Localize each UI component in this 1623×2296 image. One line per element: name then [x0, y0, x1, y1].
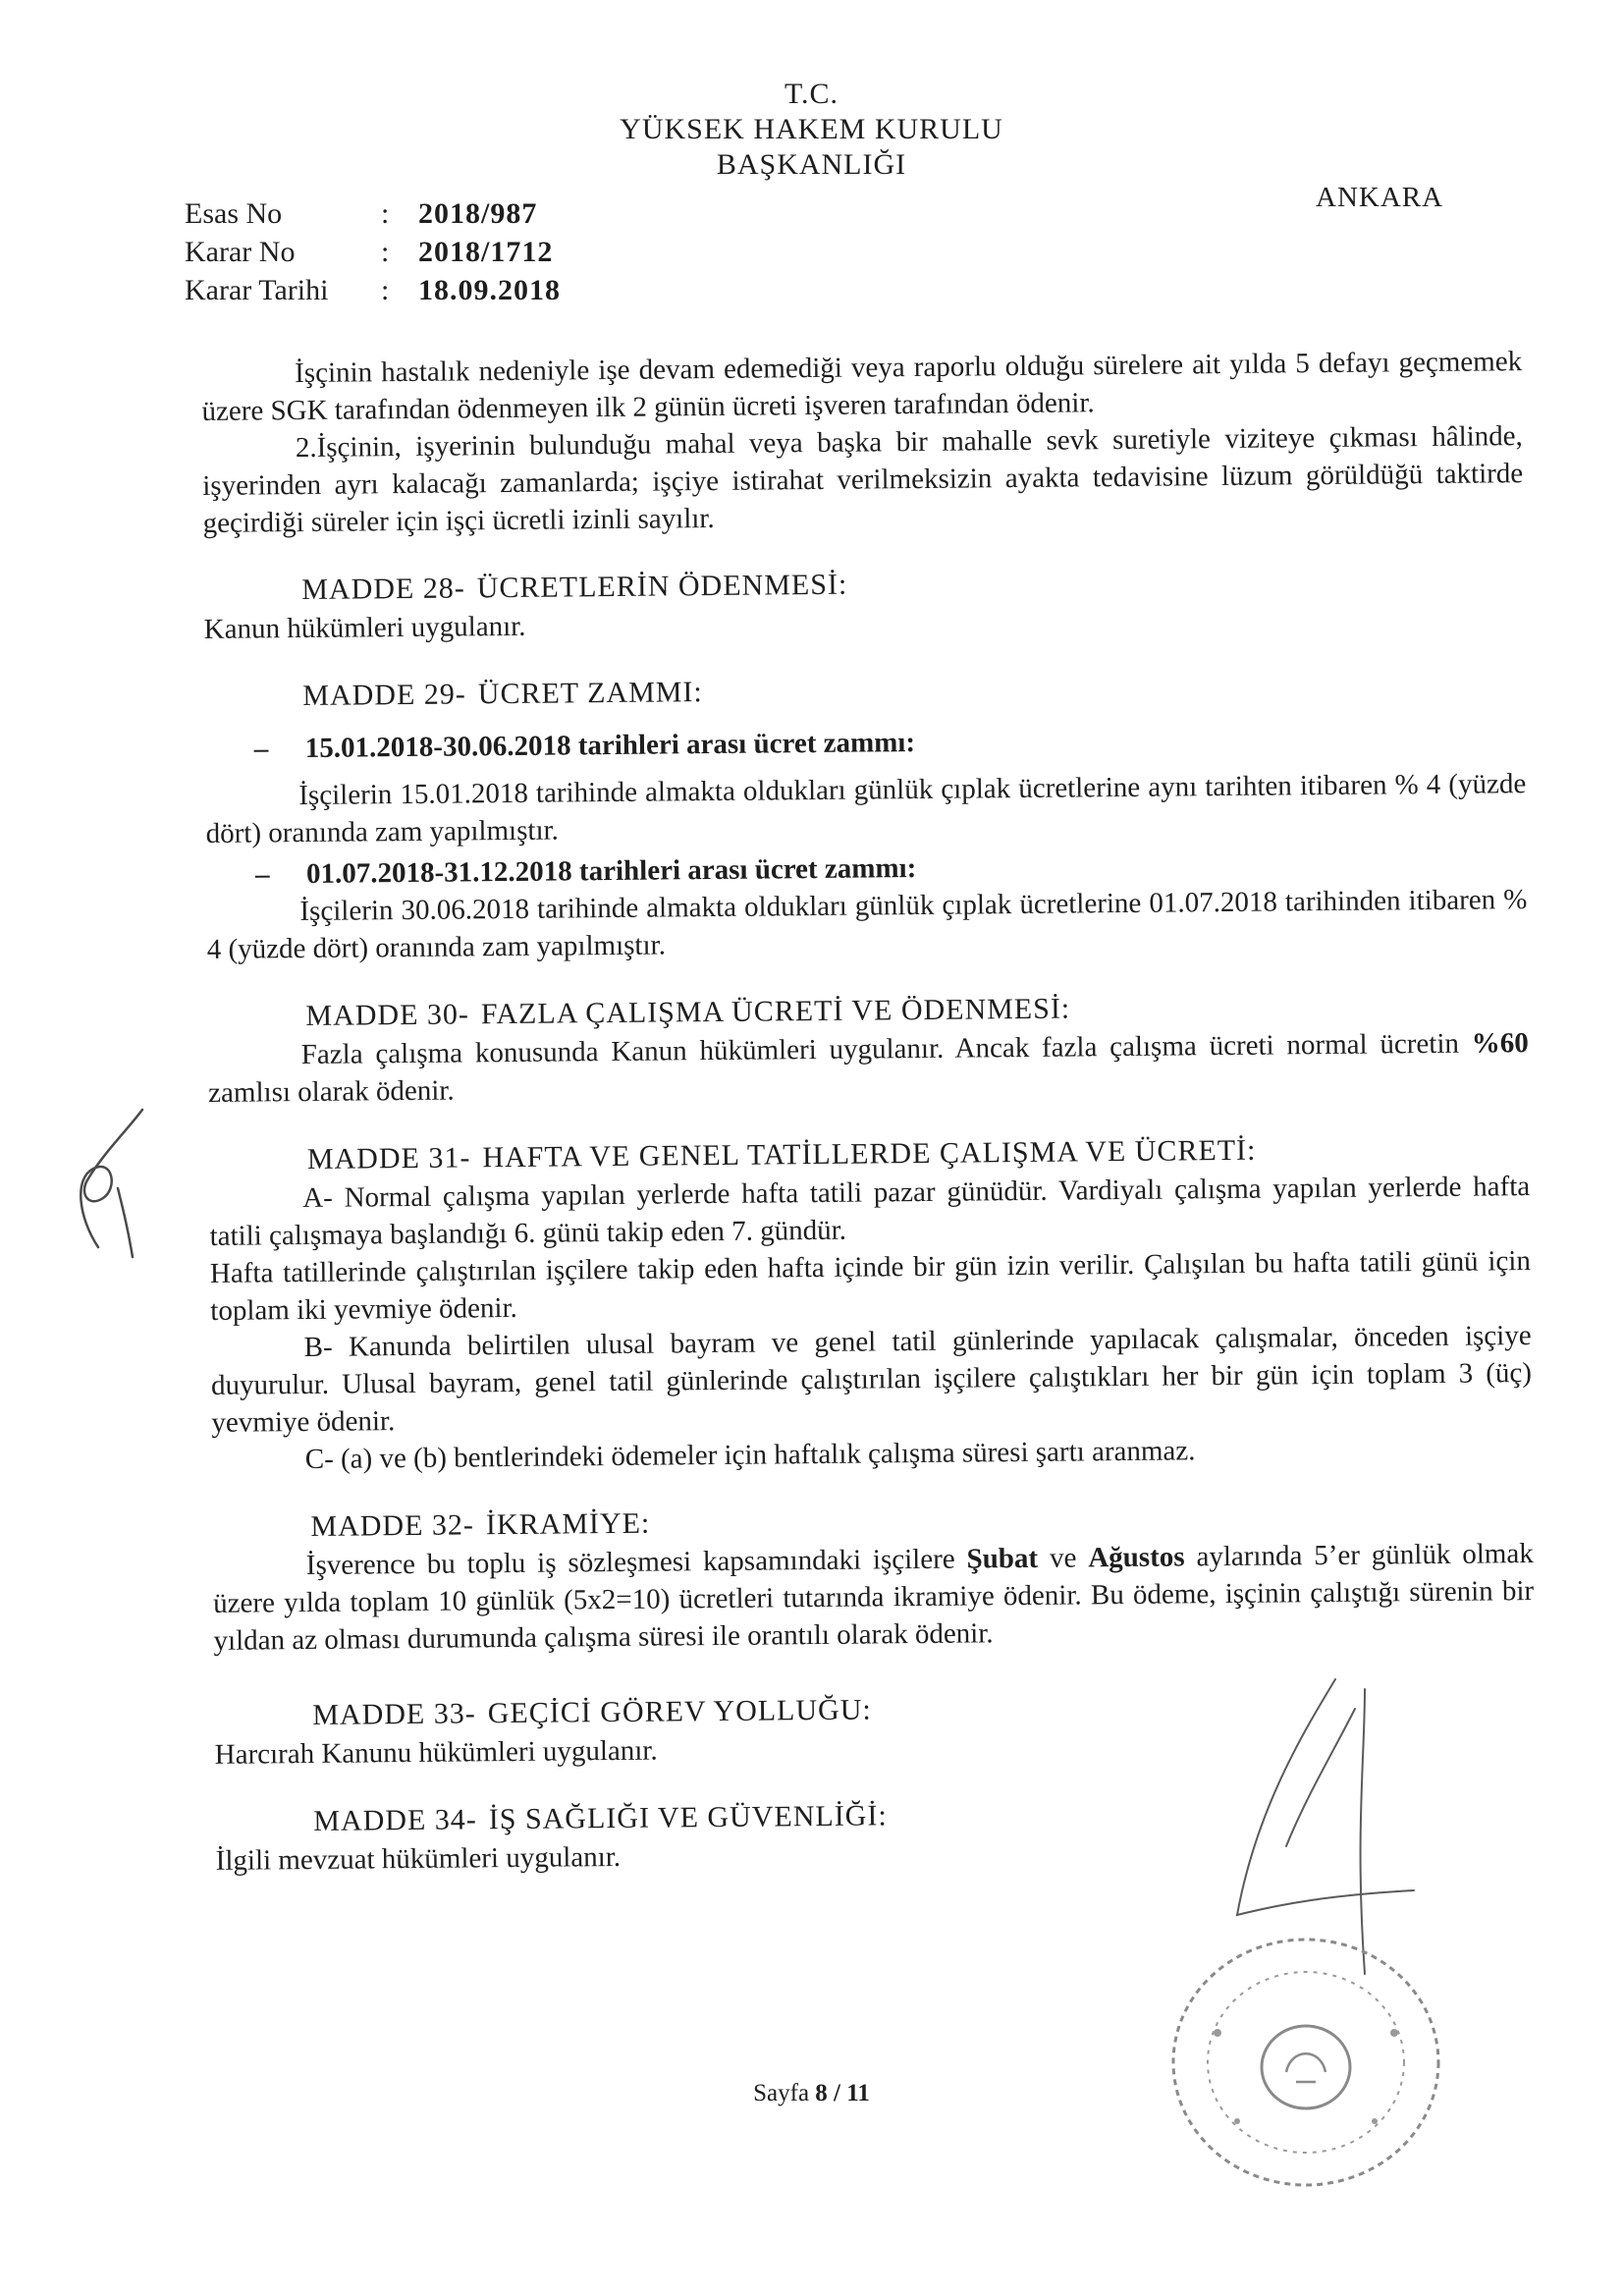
header-city: ANKARA: [1316, 182, 1444, 213]
meta-row-tarih: [185, 271, 561, 309]
article-title: GEÇİCİ GÖREV YOLLUĞU:: [487, 1693, 872, 1730]
article-30: [207, 985, 1529, 1112]
article-number: MADDE 28-: [301, 572, 465, 607]
article-number: MADDE 31-: [306, 1141, 471, 1176]
subsection-title: 01.07.2018-31.12.2018 tarihleri arası ücret zammı:: [305, 852, 917, 890]
text-run-bold: Şubat: [966, 1542, 1039, 1575]
article-heading: [302, 665, 1525, 716]
text-run-bold: %60: [1471, 1027, 1529, 1060]
article-number: MADDE 34-: [313, 1803, 477, 1837]
subsection-text: İşçilerin 30.06.2018 tarihinde almakta oldukları günlük çıplak ücretlerine 01.07.2018 tarihinden itibaren % 4 (yüzde dört) oranında zam yapılmıştır.: [206, 884, 1528, 965]
article-number: MADDE 33-: [312, 1697, 476, 1731]
text-run-bold: Ağustos: [1088, 1541, 1185, 1574]
meta-label: Esas No: [185, 197, 283, 230]
footer-prefix: Sayfa: [753, 2080, 816, 2106]
paragraph-c: C- (a) ve (b) bentlerindeki ödemeler için haftalık çalışma süresi şartı aranmaz.: [304, 1435, 1196, 1476]
article-number: MADDE 30-: [305, 998, 470, 1033]
article-31: [209, 1128, 1533, 1479]
subsection-heading: [254, 718, 1526, 767]
meta-colon: :: [381, 274, 390, 306]
meta-value: 2018/1712: [418, 236, 554, 268]
meta-label: Karar Tarihi: [185, 274, 329, 306]
subsection-title: 15.01.2018-30.06.2018 tarihleri arası ücret zammı:: [304, 727, 916, 765]
article-text: [213, 1535, 1535, 1660]
article-title: FAZLA ÇALIŞMA ÜCRETİ VE ÖDENMESİ:: [480, 992, 1071, 1031]
article-29: [204, 665, 1528, 968]
meta-value: 18.09.2018: [418, 274, 561, 306]
document-header: [0, 77, 1623, 183]
paragraph-b: B- Kanunda belirtilen ulusal bayram ve genel tatil günlerinde yapılacak çalışmalar, önceden işçiye duyurulur. Ulusal bayram, genel tatil günlerinde çalıştırılan işçilere çalıştıkları her bir gün için toplam 3 (üç) yevmiye ödenir.: [210, 1320, 1533, 1439]
text-run: aylarında 5’er günlük olmak üzere yılda toplam 10 günlük (5x2=10) ücretleri tutarında ikramiye ödenir. Bu ödeme, işçinin çalıştığı sürenin bir yıldan az olması durumunda çalışma süresi ile orantılı olarak ödenir.: [213, 1538, 1535, 1657]
meta-row-esas: [185, 194, 561, 233]
intro-paragraph-2: 2.İşçinin, işyerinin bulunduğu mahal veya başka bir mahalle sevk suretiyle viziteye çıkması hâlinde, işyerinden ayrı kalacağı zamanlarda; işçiye istirahat verilmeksizin ayakta tedavisine lüzum görüldüğü taktirde geçirdiği süreler için işçi ücretli izinli sayılır.: [202, 420, 1524, 539]
paragraph-a-cont: Hafta tatillerinde çalıştırılan işçilere takip eden hafta içinde bir gün izin verilir. Çalışılan bu hafta tatili günü için toplam iki yevmiye ödenir.: [209, 1245, 1532, 1327]
document-body: [201, 343, 1537, 1880]
subsection-text: İşçilerin 15.01.2018 tarihinde almakta oldukları günlük çıplak ücretlerine aynı tarihten itibaren % 4 (yüzde dört) oranında zam yapılmıştır.: [205, 768, 1527, 849]
header-line-tc: T.C.: [784, 78, 839, 110]
article-title: HAFTA VE GENEL TATİLLERDE ÇALIŞMA VE ÜCRETİ:: [482, 1133, 1257, 1175]
article-title: ÜCRETLERİN ÖDENMESİ:: [476, 568, 848, 605]
dash-bullet: –: [253, 733, 269, 765]
article-title: İKRAMİYE:: [485, 1506, 651, 1542]
meta-colon: :: [381, 236, 390, 268]
header-line-presidency: BAŞKANLIĞI: [716, 148, 907, 181]
article-title: ÜCRET ZAMMI:: [477, 676, 703, 711]
article-text: Harcırah Kanunu hükümleri uygulanır.: [214, 1734, 658, 1771]
case-meta: [185, 194, 561, 309]
meta-colon: :: [381, 197, 390, 230]
dash-bullet: –: [254, 858, 270, 891]
paragraph-a: A- Normal çalışma yapılan yerlerde hafta tatili pazar günüdür. Vardiyalı çalışma yapılan yerlerde hafta tatili çalışmaya başlandığı 6. günü takip eden 7. gündür.: [209, 1171, 1531, 1252]
intro-paragraph-1: İşçinin hastalık nedeniyle işe devam edemediği veya raporlu olduğu sürelere ait yılda 5 defayı geçmemek üzere SGK tarafından ödenmeyen ilk 2 günün ücreti işveren tarafından ödenir.: [201, 346, 1523, 427]
text-run: Fazla çalışma konusunda Kanun hükümleri uygulanır. Ancak fazla çalışma ücreti normal ücretin: [300, 1027, 1472, 1071]
article-text: Kanun hükümleri uygulanır.: [203, 610, 526, 645]
article-text: İlgili mevzuat hükümleri uygulanır.: [215, 1840, 622, 1877]
article-28: [203, 559, 1525, 648]
article-number: MADDE 29-: [302, 678, 466, 713]
meta-value: 2018/987: [418, 197, 538, 230]
text-run: ve: [1037, 1542, 1089, 1574]
meta-row-karar: [185, 233, 561, 271]
article-title: İŞ SAĞLIĞI VE GÜVENLİĞİ:: [488, 1799, 888, 1836]
article-number: MADDE 32-: [310, 1508, 475, 1543]
margin-paraph-mark: [59, 1100, 167, 1267]
meta-label: Karar No: [185, 236, 296, 268]
text-run: İşverence bu toplu iş sözleşmesi kapsamındaki işçilere: [305, 1543, 967, 1582]
article-text: [208, 1024, 1530, 1112]
official-seal: [1159, 1925, 1453, 2200]
header-line-institution: YÜKSEK HAKEM KURULU: [620, 113, 1003, 145]
article-32: [212, 1496, 1534, 1660]
page-number: 8 / 11: [815, 2080, 870, 2106]
text-run: zamlısı olarak ödenir.: [208, 1074, 455, 1109]
